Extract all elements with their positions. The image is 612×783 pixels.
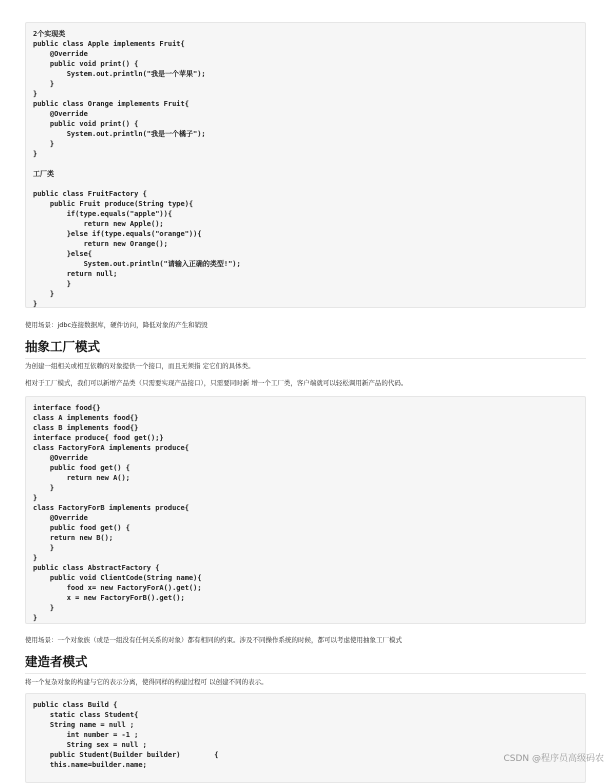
code-text: interface food{} class A implements food{} class B implements food{} interface produce{ food get();} class FactoryForA implements produce{ @Override public food get() { return new A(); } } class FactoryForB implements produce{ @Override public food get() { return new B(); } } public class AbstractFactory { public void ClientCode(String name){ food x= new FactoryForA().get(); x = new FactoryForB().get(); } } xyxy=(33,404,202,622)
abstract-factory-description: 为创建一组相关或相互依赖的对象提供一个接口，而且无须指 定它们的具体类。 xyxy=(25,362,255,370)
usage-scenario-text: 使用场景：jdbc连接数据库，硬件访问，降低对象的产生和销毁 xyxy=(25,321,208,329)
code-block-fruit-factory xyxy=(25,22,586,308)
csdn-watermark: CSDN @程序员高级码农 xyxy=(503,754,604,764)
code-block-abstract-factory xyxy=(25,396,586,624)
section-heading-builder: 建造者模式 xyxy=(25,652,586,674)
usage-scenario-text: 使用场景：一个对象族（或是一组没有任何关系的对象）都有相同的约束。涉及不同操作系统的时候，都可以考虑使用抽象工厂模式 xyxy=(25,636,402,644)
section-heading-abstract-factory: 抽象工厂模式 xyxy=(25,337,586,359)
code-text: public class Build { static class Student{ String name = null ; int number = -1 ; String sex = null ; public Student(Builder builder) { this.name=builder.name; xyxy=(33,701,219,769)
code-text: 2个实现类 public class Apple implements Fruit{ @Override public void print() { System.out.println("我是一个苹果"); } } public class Orange implements Fruit{ @Override public void print() { System.out.println("我是一个橘子"); } } 工厂类 public class FruitFactory { public Fruit produce(String type){ if(type.equals("apple")){ return new Apple(); }else if(type.equals("orange")){ return new Orange(); }else{ System.out.println("请输入正确的类型!"); return null; } } } xyxy=(33,30,241,308)
builder-description: 将一个复杂对象的构建与它的表示分离，使得同样的构建过程可 以创建不同的表示。 xyxy=(25,678,268,686)
abstract-factory-comparison: 相对于工厂模式，我们可以新增产品类（只需要实现产品接口），只需要同时新 增一个工厂类，客户端就可以轻松调用新产品的代码。 xyxy=(25,379,408,387)
